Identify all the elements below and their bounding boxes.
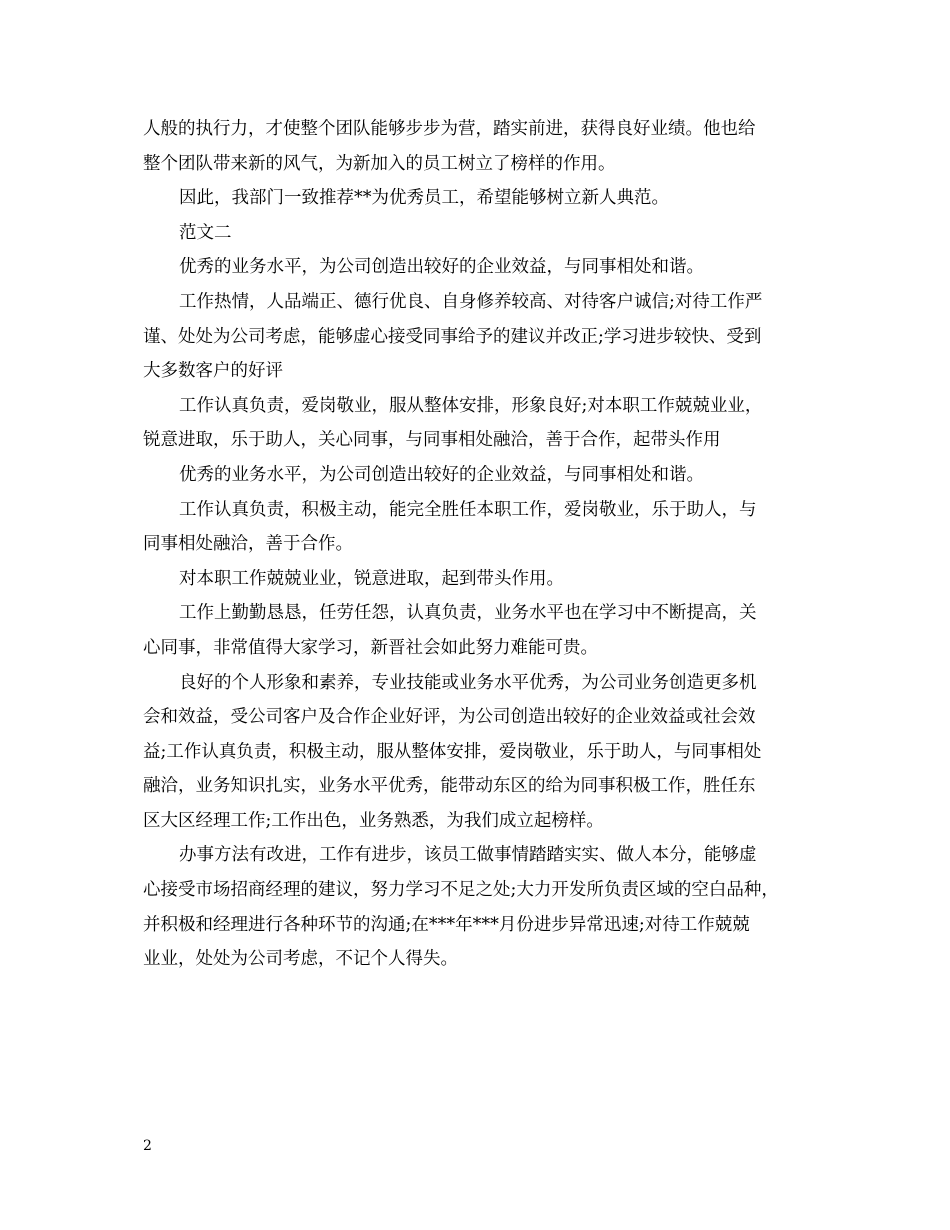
text-line: 融洽，业务知识扎实，业务水平优秀，能带动东区的给为同事积极工作，胜任东	[143, 776, 756, 797]
text-line: 对本职工作兢兢业业，锐意进取，起到带头作用。	[179, 568, 564, 589]
text-line: 工作热情，人品端正、德行优良、自身修养较高、对待客户诚信;对待工作严	[179, 291, 763, 312]
text-line: 优秀的业务水平，为公司创造出较好的企业效益，与同事相处和谐。	[179, 257, 704, 278]
text-line: 区大区经理工作;工作出色，业务熟悉，为我们成立起榜样。	[143, 810, 604, 831]
text-line: 整个团队带来新的风气，为新加入的员工树立了榜样的作用。	[143, 153, 616, 174]
text-line: 心接受市场招商经理的建议，努力学习不足之处;大力开发所负责区域的空白品种，	[143, 880, 779, 901]
text-line: 心同事，非常值得大家学习，新晋社会如此努力难能可贵。	[143, 637, 598, 658]
document-body	[143, 112, 813, 977]
page-number: 2	[143, 1138, 152, 1154]
text-line: 因此，我部门一致推荐**为优秀员工，希望能够树立新人典范。	[179, 188, 669, 209]
text-line: 会和效益，受公司客户及合作企业好评，为公司创造出较好的企业效益或社会效	[143, 707, 756, 728]
text-line: 工作认真负责，爱岗敬业，服从整体安排，形象良好;对本职工作兢兢业业，	[179, 395, 763, 416]
text-line: 良好的个人形象和素养，专业技能或业务水平优秀，为公司业务创造更多机	[179, 672, 757, 693]
text-line: 工作认真负责，积极主动，能完全胜任本职工作，爱岗敬业，乐于助人，与	[179, 499, 757, 520]
text-line: 益;工作认真负责，积极主动，服从整体安排，爱岗敬业，乐于助人，与同事相处	[143, 741, 762, 762]
text-line: 办事方法有改进，工作有进步，该员工做事情踏踏实实、做人本分，能够虚	[179, 845, 757, 866]
text-line: 人般的执行力，才使整个团队能够步步为营，踏实前进，获得良好业绩。他也给	[143, 119, 756, 139]
text-line: 范文二	[179, 222, 232, 243]
text-line: 优秀的业务水平，为公司创造出较好的企业效益，与同事相处和谐。	[179, 464, 704, 485]
text-line: 并积极和经理进行各种环节的沟通;在***年***月份进步异常迅速;对待工作兢兢	[143, 914, 750, 935]
text-line: 工作上勤勤恳恳，任劳任怨，认真负责，业务水平也在学习中不断提高，关	[179, 603, 757, 624]
text-line: 锐意进取，乐于助人，关心同事，与同事相处融洽，善于合作，起带头作用	[143, 430, 721, 451]
text-line: 谨、处处为公司考虑，能够虚心接受同事给予的建议并改正;学习进步较快、受到	[143, 326, 762, 347]
text-line: 业业，处处为公司考虑，不记个人得失。	[143, 949, 458, 970]
text-line: 同事相处融洽，善于合作。	[143, 534, 353, 555]
text-line: 大多数客户的好评	[143, 361, 283, 382]
